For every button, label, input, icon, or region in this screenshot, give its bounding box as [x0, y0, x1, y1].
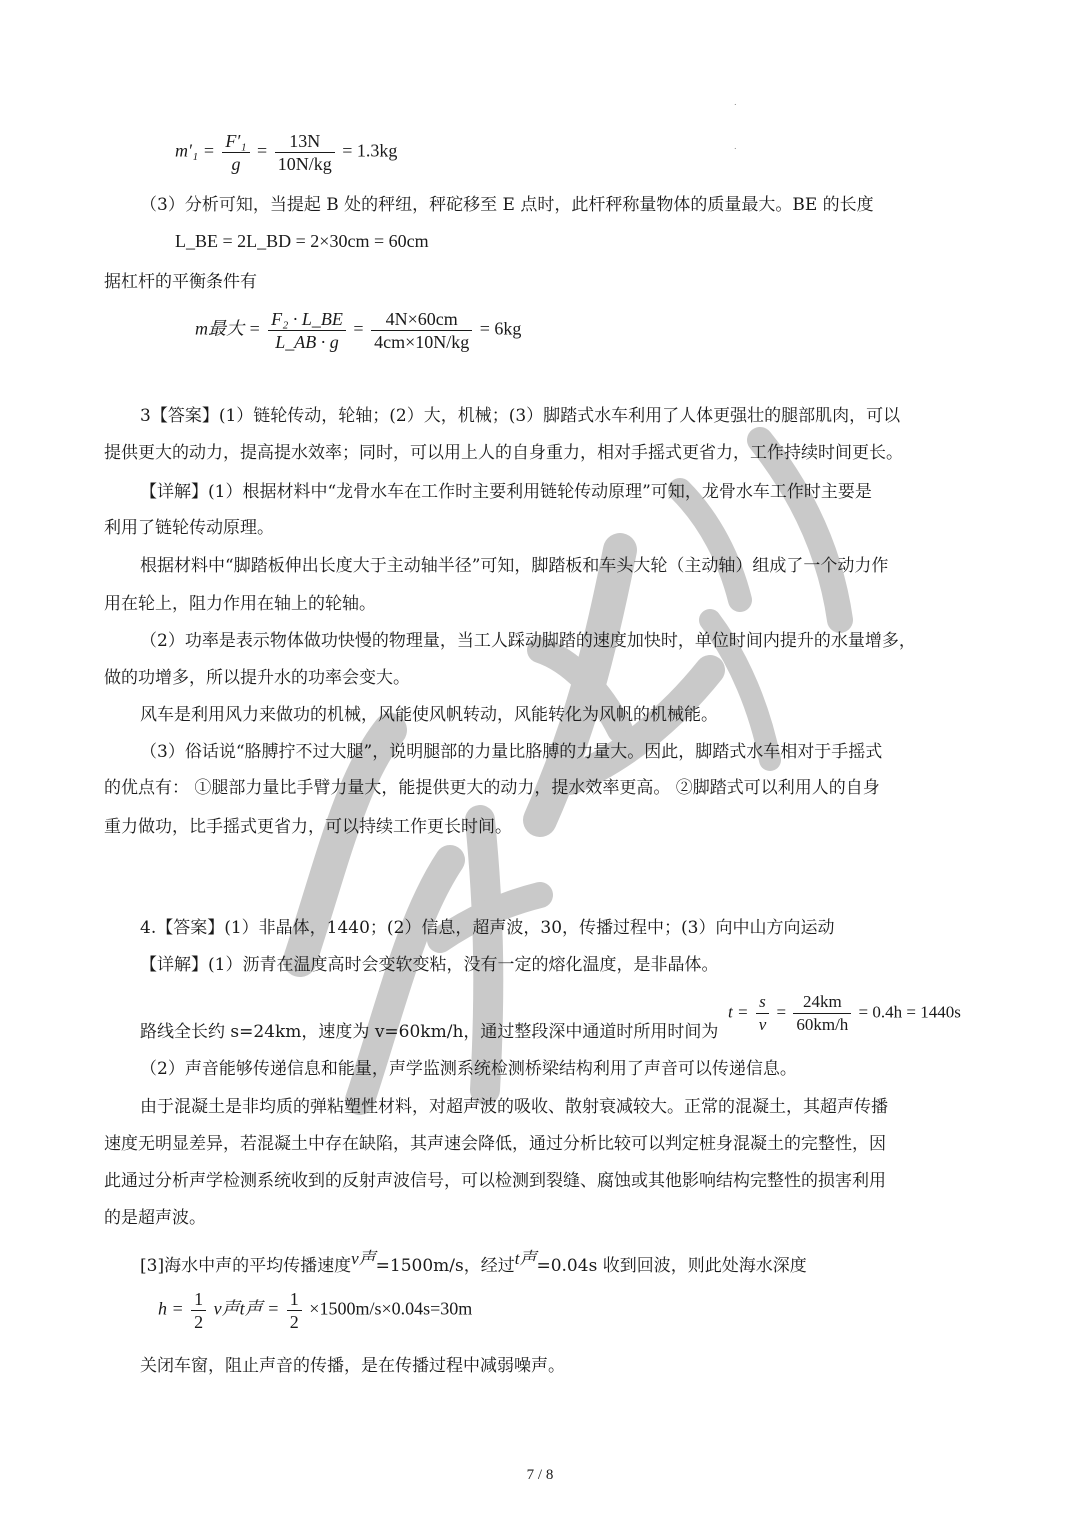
formula-depth: h = $\frac{1}{2}$ v声t声 = $\frac{1}{2}$ ×1500m/s×0.04s=30m [158, 1289, 473, 1332]
text-line: 利用了链轮传动原理。 [104, 518, 274, 538]
text-line: 做的功增多，所以提升水的功率会变大。 [104, 668, 410, 688]
text-line: 重力做功，比手摇式更省力，可以持续工作更长时间。 [104, 817, 512, 837]
text-line: 根据材料中“脚踏板伸出长度大于主动轴半径”可知，脚踏板和车头大轮（主动轴）组成了一个动力作 [140, 556, 889, 576]
text-line: 由于混凝土是非均质的弹粘塑性材料，对超声波的吸收、散射衰减较大。正常的混凝土，其超声传播 [140, 1097, 888, 1117]
text-line: 路线全长约 s=24km，速度为 v=60km/h，通过整段深中通道时所用时间为 [140, 1022, 719, 1042]
explain-3-heading: 【详解】(1）根据材料中“龙骨水车在工作时主要利用链轮传动原理”可知，龙骨水车工作时主要是 [140, 482, 872, 502]
text-line: （2）声音能够传递信息和能量，声学监测系统检测桥梁结构利用了声音可以传递信息。 [140, 1059, 797, 1079]
scan-mark: . . [734, 98, 737, 151]
text-line: 关闭车窗，阻止声音的传播，是在传播过程中减弱噪声。 [140, 1356, 565, 1376]
answer-4-heading: 4.【答案】(1）非晶体，1440；(2）信息，超声波，30，传播过程中；(3）向中山方向运动 [140, 918, 835, 938]
text-line: （2）功率是表示物体做功快慢的物理量，当工人踩动脚踏的速度加快时，单位时间内提升的水量增多， [140, 631, 916, 651]
page-number: 7 / 8 [526, 1467, 554, 1483]
text-line-sea-depth: [3]海水中声的平均传播速度v声=1500m/s，经过t声=0.04s 收到回波，则此处海水深度 [140, 1249, 807, 1276]
text-line: 提供更大的动力，提高提水效率；同时，可以用上人的自身重力，相对手摇式更省力，工作持续时间更长。 [104, 443, 903, 463]
formula-max-mass: m最大 = $\frac{\text{F₂ · L\_BE}}{L\_AB \cdot g}$ = $\frac{4N\times 60cm}{4cm\times 10N/kg}$ = 6kg [195, 309, 522, 352]
explain-4-heading: 【详解】(1）沥青在温度高时会变软变粘，没有一定的熔化温度，是非晶体。 [140, 955, 719, 975]
formula-mass-prime: m′₁ = $\frac{\text{F′₁}}{g}$ = $\frac{13N}{10N/kg}$ = 1.3kg [175, 131, 398, 174]
text-line: 用在轮上，阻力作用在轴上的轮轴。 [104, 594, 376, 614]
text-line: 速度无明显差异，若混凝土中存在缺陷，其声速会降低，通过分析比较可以判定桩身混凝土的完整性，因 [104, 1134, 886, 1154]
answer-3-heading: 3【答案】(1）链轮传动，轮轴；(2）大，机械；(3）脚踏式水车利用了人体更强壮的腿部肌肉，可以 [140, 406, 901, 426]
watermark-stroke [760, 440, 840, 620]
text-line: 的是超声波。 [104, 1208, 206, 1228]
text-line: 据杠杆的平衡条件有 [104, 272, 257, 292]
text-line: （3）分析可知，当提起 B 处的秤纽，秤砣移至 E 点时，此杆秤称量物体的质量最大。BE 的长度 [140, 195, 874, 215]
text-line: 的优点有： ①腿部力量比手臂力量大，能提供更大的动力，提水效率更高。 ②脚踏式可以利用人的自身 [104, 778, 880, 798]
text-line: （3）俗话说“胳膊拧不过大腿”，说明腿部的力量比胳膊的力量大。因此，脚踏式水车相对于手摇式 [140, 742, 883, 762]
watermark-stroke [680, 490, 740, 600]
text-line: 此通过分析声学检测系统收到的反射声波信号，可以检测到裂缝、腐蚀或其他影响结构完整性的损害利用 [104, 1171, 886, 1191]
formula-length-be: L_BE = 2L_BD = 2×30cm = 60cm [175, 231, 429, 251]
formula-time: t = $\frac{s}{v}$ = $\frac{24km}{60km/h}$ = 0.4h = 1440s [728, 992, 961, 1034]
text-line: 风车是利用风力来做功的机械，风能使风帆转动，风能转化为风帆的机械能。 [140, 705, 718, 725]
